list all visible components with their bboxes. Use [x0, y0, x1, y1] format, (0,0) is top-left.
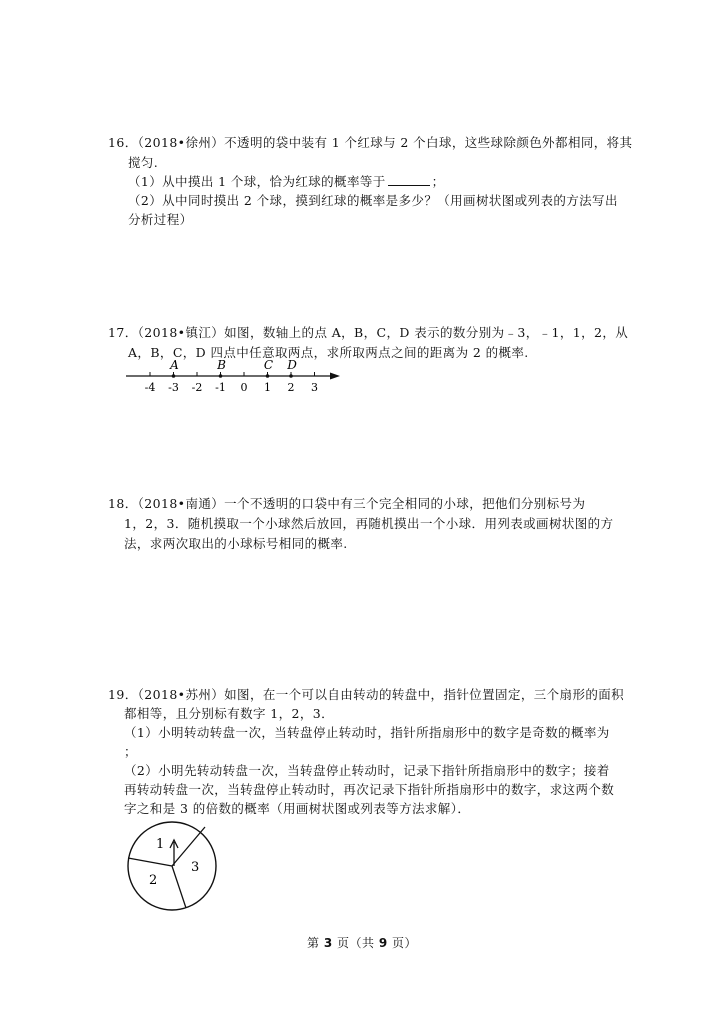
- number-line-point-label: D: [287, 358, 297, 372]
- number-line-tick-label: 2: [287, 381, 295, 394]
- number-line-point: [266, 374, 270, 378]
- q16-part2-line1: （2）从中同时摸出 2 个球，摸到红球的概率是多少？（用画树状图或列表的方法写出: [128, 193, 618, 208]
- number-line-arrow: [330, 373, 340, 380]
- q19-part2-line2: 再转动转盘一次，当转盘停止转动时，再次记录下指针所指扇形中的数字，求这两个数: [124, 782, 615, 797]
- q17-line2: A，B，C，D 四点中任意取两点，求所取两点之间的距离为 2 的概率.: [128, 345, 529, 360]
- number-line-tick-label: -2: [191, 381, 203, 394]
- number-line-tick-label: 0: [240, 381, 248, 394]
- page-footer: 第 3 页（共 9 页）: [306, 936, 417, 950]
- number-line-point: [219, 374, 223, 378]
- sector-label-2: 2: [149, 873, 158, 888]
- q16-number: 16．: [108, 135, 138, 150]
- number-line-point-label: A: [170, 358, 179, 372]
- number-line-point: [172, 374, 176, 378]
- q19-line2: 都相等，且分别标有数字 1，2，3．: [124, 706, 335, 721]
- q17-line1: 17．（2018•镇江）如图，数轴上的点 A，B，C，D 表示的数分别为﹣3，﹣1，1，2，从: [108, 325, 629, 340]
- q16-part2-line2: 分析过程）: [128, 212, 193, 227]
- spinner-figure: [122, 820, 222, 914]
- number-line-tick-label: 3: [311, 381, 318, 394]
- page-number: 3: [323, 936, 333, 950]
- spinner-divider-3: [172, 866, 186, 908]
- q19-part2-line1: （2）小明先转动转盘一次，当转盘停止转动时，记录下指针所指扇形中的数字；接着: [124, 763, 610, 778]
- q19-line1: 19．（2018•苏州）如图，在一个可以自由转动的转盘中，指针位置固定，三个扇形的面积: [108, 687, 625, 702]
- number-line-tick-label: -1: [215, 381, 226, 394]
- q18-number: 18．: [108, 496, 138, 511]
- q19-part2-line3: 字之和是 3 的倍数的概率（用画树状图或列表等方法求解）．: [124, 801, 471, 816]
- page-total: 9: [378, 936, 388, 950]
- q18-line3: 法，求两次取出的小球标号相同的概率.: [124, 536, 348, 551]
- number-line-tick-label: -4: [144, 381, 156, 394]
- number-line-figure: [120, 356, 350, 400]
- spinner-divider-2: [128, 858, 172, 866]
- answer-blank: [388, 174, 430, 186]
- q18-line2: 1，2，3．随机摸取一个小球然后放回，再随机摸出一个小球．用列表或画树状图的方: [124, 516, 614, 531]
- sector-label-3: 3: [191, 860, 200, 875]
- number-line-point-label: B: [217, 358, 226, 372]
- q19-part1-line1: （1）小明转动转盘一次，当转盘停止转动时，指针所指扇形中的数字是奇数的概率为: [124, 725, 610, 740]
- q16-line2: 搅匀.: [128, 155, 159, 170]
- number-line-tick-label: 1: [264, 381, 271, 394]
- q19-part1-line2: ；: [124, 744, 137, 759]
- number-line-point: [289, 374, 293, 378]
- q18-line1: 18．（2018•南通）一个不透明的口袋中有三个完全相同的小球，把他们分别标号为: [108, 496, 586, 511]
- q16-part1: （1）从中摸出 1 个球，恰为红球的概率等于 ；: [128, 174, 445, 189]
- sector-label-1: 1: [156, 837, 165, 852]
- q19-number: 19．: [108, 687, 138, 702]
- number-line-point-label: C: [263, 358, 274, 372]
- number-line-tick-label: -3: [168, 381, 179, 394]
- q16-line1: 16．（2018•徐州）不透明的袋中装有 1 个红球与 2 个白球，这些球除颜色外都相同，将其: [108, 135, 633, 150]
- q17-number: 17．: [108, 325, 138, 340]
